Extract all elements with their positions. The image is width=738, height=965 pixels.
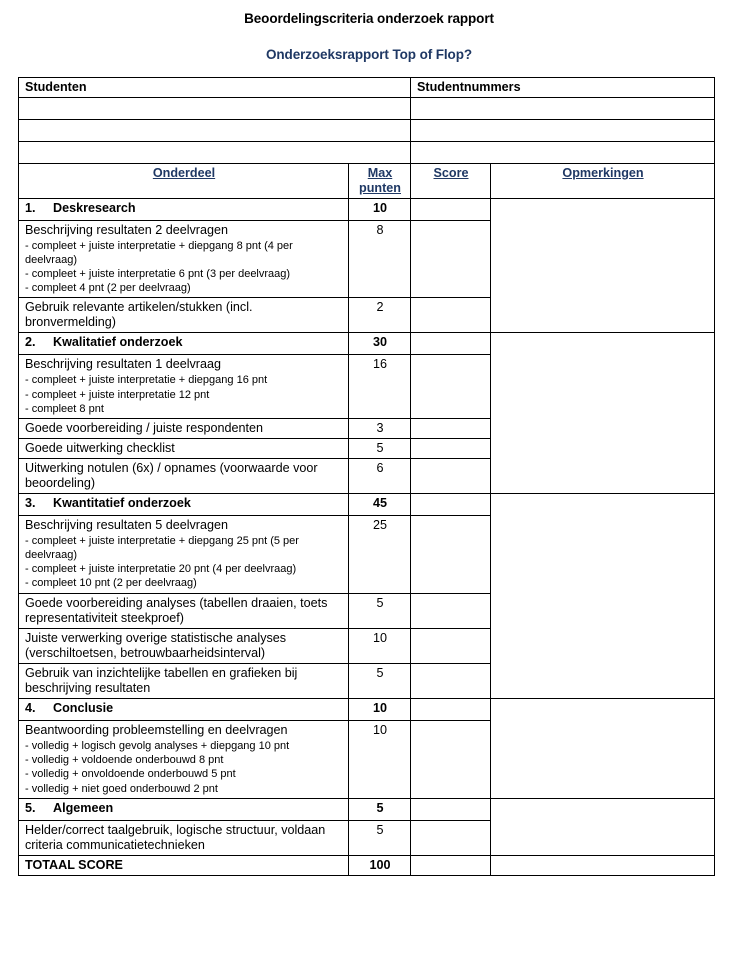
criterion-max-punten: 10 bbox=[349, 628, 411, 663]
student-name-field[interactable] bbox=[19, 120, 411, 142]
criterion-title: Juiste verwerking overige statistische analyses (verschiltoetsen, betrouwbaarheidsinterval) bbox=[25, 630, 287, 660]
section-number: 5. bbox=[25, 800, 36, 815]
section-name: Kwalitatief onderzoek bbox=[53, 335, 183, 350]
section-name: Deskresearch bbox=[53, 200, 136, 215]
students-label: Studenten bbox=[19, 78, 411, 98]
max-punten-line2: punten bbox=[359, 180, 401, 195]
criterion-subline: - volledig + logisch gevolg analyses + diepgang 10 pnt bbox=[25, 740, 290, 753]
section-name: Algemeen bbox=[53, 800, 114, 815]
criterion-sublines bbox=[25, 239, 343, 295]
criterion-subline: - compleet + juiste interpretatie + diepgang 8 pnt (4 per deelvraag) bbox=[25, 239, 293, 266]
criterion-max-punten: 5 bbox=[349, 820, 411, 855]
criterion-title: Goede voorbereiding analyses (tabellen draaien, toets representativiteit steekproef) bbox=[25, 595, 328, 625]
column-header-row bbox=[19, 164, 715, 199]
section-name: Kwantitatief onderzoek bbox=[53, 496, 191, 511]
criterion-score-field[interactable] bbox=[411, 820, 491, 855]
total-score-field[interactable] bbox=[411, 855, 491, 875]
section-title-cell bbox=[19, 198, 349, 220]
column-header-score: Score bbox=[411, 164, 491, 199]
criterion-cell bbox=[19, 298, 349, 333]
criterion-title: Beantwoording probleemstelling en deelvragen bbox=[25, 723, 288, 738]
criterion-subline: - volledig + niet goed onderbouwd 2 pnt bbox=[25, 782, 218, 795]
criterion-max-punten: 6 bbox=[349, 458, 411, 493]
criterion-max-punten: 16 bbox=[349, 355, 411, 418]
criterion-score-field[interactable] bbox=[411, 220, 491, 297]
criterion-max-punten: 5 bbox=[349, 438, 411, 458]
criterion-max-punten: 25 bbox=[349, 516, 411, 593]
total-opmerkingen-field[interactable] bbox=[491, 855, 715, 875]
section-max-punten: 5 bbox=[349, 798, 411, 820]
section-opmerkingen-field[interactable] bbox=[491, 198, 715, 333]
section-number: 2. bbox=[25, 335, 36, 350]
section-title-cell bbox=[19, 494, 349, 516]
criterion-subline: - compleet 4 pnt (2 per deelvraag) bbox=[25, 282, 191, 295]
section-score-field[interactable] bbox=[411, 198, 491, 220]
criterion-max-punten: 5 bbox=[349, 593, 411, 628]
total-max-punten: 100 bbox=[349, 855, 411, 875]
section-score-field[interactable] bbox=[411, 798, 491, 820]
criterion-title: Uitwerking notulen (6x) / opnames (voorwaarde voor beoordeling) bbox=[25, 460, 318, 491]
criterion-subline: - compleet + juiste interpretatie + diepgang 25 pnt (5 per deelvraag) bbox=[25, 535, 299, 562]
criterion-sublines bbox=[25, 534, 343, 590]
criterion-cell bbox=[19, 593, 349, 628]
assessment-criteria-table bbox=[18, 77, 715, 876]
section-opmerkingen-field[interactable] bbox=[491, 494, 715, 699]
criterion-cell bbox=[19, 355, 349, 418]
criterion-cell bbox=[19, 438, 349, 458]
criterion-cell bbox=[19, 458, 349, 493]
criterion-title: Beschrijving resultaten 2 deelvragen bbox=[25, 222, 229, 237]
section-row bbox=[19, 198, 715, 220]
criterion-subline: - compleet 8 pnt bbox=[25, 402, 104, 415]
criterion-cell bbox=[19, 628, 349, 663]
section-number: 1. bbox=[25, 200, 36, 215]
criterion-subline: - compleet + juiste interpretatie 12 pnt bbox=[25, 388, 210, 401]
section-opmerkingen-field[interactable] bbox=[491, 333, 715, 494]
criterion-title: Gebruik relevante artikelen/stukken (incl. bronvermelding) bbox=[25, 300, 253, 330]
criterion-score-field[interactable] bbox=[411, 593, 491, 628]
student-entry-row bbox=[19, 120, 715, 142]
criterion-subline: - volledig + onvoldoende onderbouwd 5 pnt bbox=[25, 768, 236, 781]
criterion-subline: - compleet 10 pnt (2 per deelvraag) bbox=[25, 577, 197, 590]
criterion-score-field[interactable] bbox=[411, 458, 491, 493]
section-title-cell bbox=[19, 333, 349, 355]
criterion-sublines bbox=[25, 373, 343, 415]
column-header-max-punten bbox=[349, 164, 411, 199]
criterion-title: Gebruik van inzichtelijke tabellen en grafieken bij beschrijving resultaten bbox=[25, 666, 298, 696]
section-number: 3. bbox=[25, 496, 36, 511]
criterion-cell bbox=[19, 721, 349, 798]
section-opmerkingen-field[interactable] bbox=[491, 798, 715, 855]
criterion-sublines bbox=[25, 739, 343, 795]
criterion-max-punten: 8 bbox=[349, 220, 411, 297]
criterion-title: Goede uitwerking checklist bbox=[25, 440, 175, 455]
student-entry-row bbox=[19, 98, 715, 120]
criterion-subline: - compleet + juiste interpretatie 6 pnt (3 per deelvraag) bbox=[25, 267, 291, 280]
section-max-punten: 30 bbox=[349, 333, 411, 355]
criterion-max-punten: 2 bbox=[349, 298, 411, 333]
section-max-punten: 45 bbox=[349, 494, 411, 516]
criterion-max-punten: 3 bbox=[349, 418, 411, 438]
section-score-field[interactable] bbox=[411, 333, 491, 355]
criterion-subline: - volledig + voldoende onderbouwd 8 pnt bbox=[25, 754, 224, 767]
criterion-max-punten: 10 bbox=[349, 721, 411, 798]
max-punten-line1: Max bbox=[367, 166, 393, 180]
criterion-title: Goede voorbereiding / juiste respondenten bbox=[25, 420, 264, 435]
section-score-field[interactable] bbox=[411, 494, 491, 516]
criterion-subline: - compleet + juiste interpretatie + diepgang 16 pnt bbox=[25, 374, 268, 387]
page-title: Beoordelingscriteria onderzoek rapport bbox=[244, 11, 494, 26]
section-number: 4. bbox=[25, 701, 36, 716]
total-score-row bbox=[19, 855, 715, 875]
student-numbers-label: Studentnummers bbox=[411, 78, 715, 98]
criterion-score-field[interactable] bbox=[411, 516, 491, 593]
student-number-field[interactable] bbox=[411, 98, 715, 120]
student-number-field[interactable] bbox=[411, 142, 715, 164]
criterion-cell bbox=[19, 418, 349, 438]
section-max-punten: 10 bbox=[349, 699, 411, 721]
criterion-score-field[interactable] bbox=[411, 418, 491, 438]
criterion-score-field[interactable] bbox=[411, 298, 491, 333]
section-row bbox=[19, 699, 715, 721]
criterion-cell bbox=[19, 220, 349, 297]
student-name-field[interactable] bbox=[19, 98, 411, 120]
section-row bbox=[19, 798, 715, 820]
criterion-title: Beschrijving resultaten 1 deelvraag bbox=[25, 357, 222, 372]
criterion-score-field[interactable] bbox=[411, 628, 491, 663]
column-header-opmerkingen: Opmerkingen bbox=[491, 164, 715, 199]
criterion-score-field[interactable] bbox=[411, 438, 491, 458]
section-max-punten: 10 bbox=[349, 198, 411, 220]
section-title-cell bbox=[19, 699, 349, 721]
criterion-cell bbox=[19, 516, 349, 593]
criterion-title: Beschrijving resultaten 5 deelvragen bbox=[25, 518, 229, 533]
student-name-field[interactable] bbox=[19, 142, 411, 164]
criterion-subline: - compleet + juiste interpretatie 20 pnt (4 per deelvraag) bbox=[25, 563, 297, 576]
student-entry-row bbox=[19, 142, 715, 164]
criterion-score-field[interactable] bbox=[411, 721, 491, 798]
column-header-onderdeel: Onderdeel bbox=[19, 164, 349, 199]
student-header-row bbox=[19, 78, 715, 98]
section-score-field[interactable] bbox=[411, 699, 491, 721]
section-row bbox=[19, 333, 715, 355]
section-opmerkingen-field[interactable] bbox=[491, 699, 715, 798]
criterion-score-field[interactable] bbox=[411, 355, 491, 418]
criterion-cell bbox=[19, 664, 349, 699]
section-row bbox=[19, 494, 715, 516]
section-title-cell bbox=[19, 798, 349, 820]
criterion-score-field[interactable] bbox=[411, 664, 491, 699]
criterion-title: Helder/correct taalgebruik, logische structuur, voldaan criteria communicatietechnieken bbox=[25, 822, 326, 852]
total-label: TOTAAL SCORE bbox=[19, 855, 349, 875]
criterion-max-punten: 5 bbox=[349, 664, 411, 699]
section-name: Conclusie bbox=[53, 701, 114, 716]
page-subtitle: Onderzoeksrapport Top of Flop? bbox=[266, 47, 472, 62]
student-number-field[interactable] bbox=[411, 120, 715, 142]
criterion-cell bbox=[19, 820, 349, 855]
